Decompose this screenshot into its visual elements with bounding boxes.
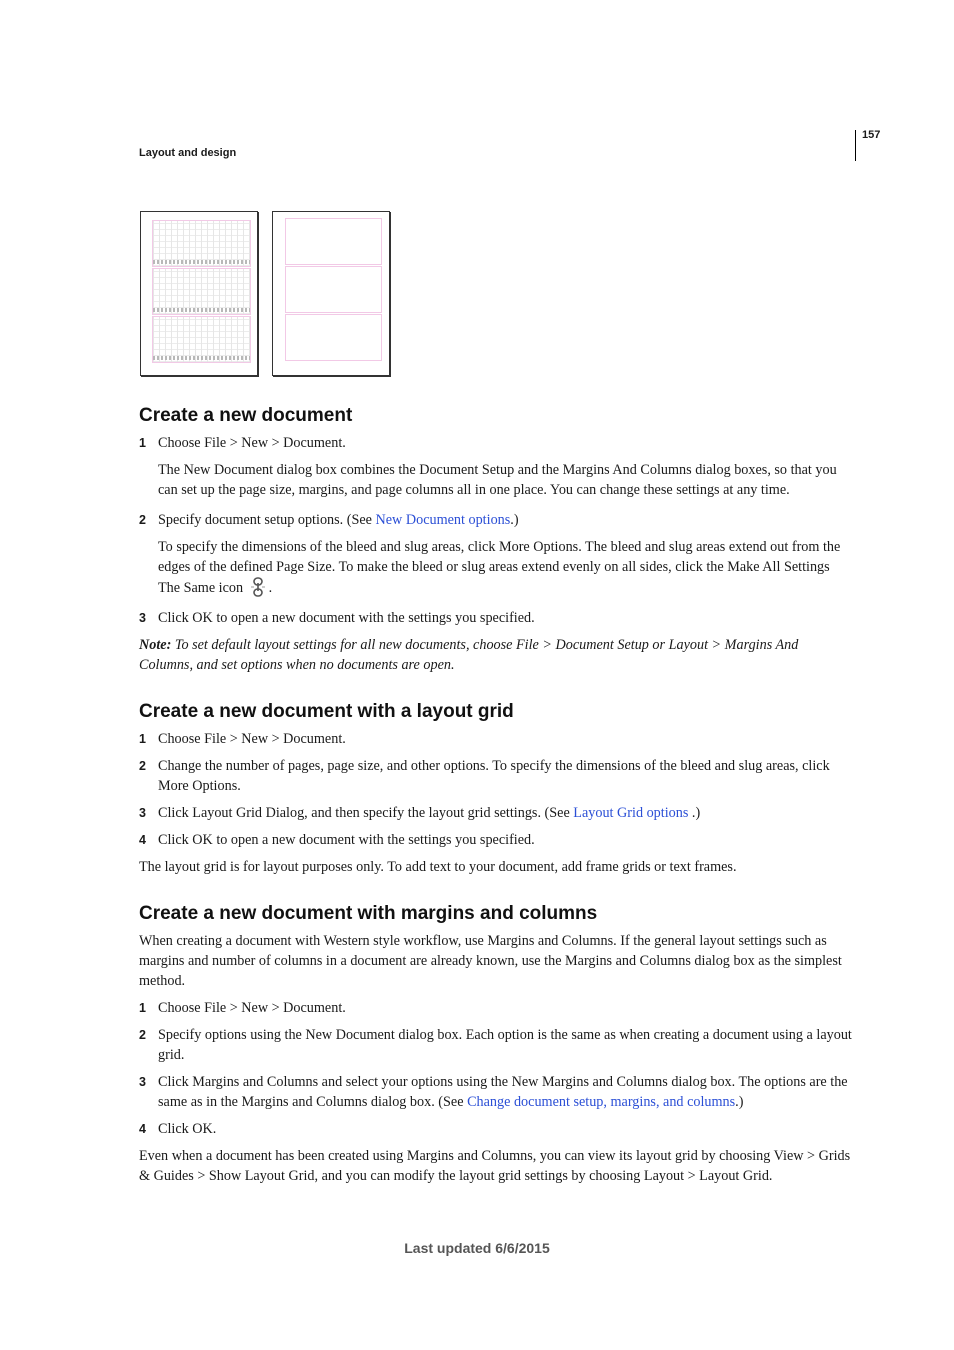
step-number: 1 bbox=[139, 436, 146, 450]
layout-grid-band bbox=[152, 316, 251, 363]
step-detail-text: . bbox=[268, 580, 273, 596]
step-detail bbox=[139, 537, 854, 598]
layout-grid-band bbox=[152, 268, 251, 315]
link-layout-grid-options[interactable]: Layout Grid options bbox=[573, 805, 692, 821]
link-change-document-setup[interactable]: Change document setup, margins, and columns bbox=[467, 1094, 736, 1110]
heading-margins-columns: Create a new document with margins and columns bbox=[139, 903, 598, 924]
step-number: 3 bbox=[139, 1075, 146, 1089]
footer-last-updated: Last updated 6/6/2015 bbox=[404, 1240, 550, 1256]
step-text: Change the number of pages, page size, and other options. To specify the dimensions of the bleed and slug areas, click More Options. bbox=[158, 758, 830, 794]
step-number: 1 bbox=[139, 1001, 146, 1015]
heading-create-new-document: Create a new document bbox=[139, 405, 353, 426]
note bbox=[139, 635, 854, 675]
step-text: Choose File > New > Document. bbox=[158, 435, 346, 451]
step-item bbox=[139, 756, 854, 796]
step-item bbox=[139, 830, 854, 850]
step-number: 4 bbox=[139, 833, 146, 847]
step-text: Click OK. bbox=[158, 1121, 217, 1137]
step-number: 2 bbox=[139, 759, 146, 773]
step-item bbox=[139, 803, 854, 823]
step-text: Specify options using the New Document dialog box. Each option is the same as when creating a document using a layout grid. bbox=[158, 1027, 852, 1063]
step-item bbox=[139, 1072, 854, 1112]
step-item bbox=[139, 510, 854, 530]
step-item bbox=[139, 998, 854, 1018]
step-number: 3 bbox=[139, 611, 146, 625]
note-label: Note: bbox=[139, 637, 172, 653]
step-number: 4 bbox=[139, 1122, 146, 1136]
step-number: 1 bbox=[139, 732, 146, 746]
note-text: To set default layout settings for all new documents, choose File > Document Setup or Layout > Margins And Columns, and set options when no documents are open. bbox=[139, 637, 799, 673]
page-number: 157 bbox=[862, 129, 881, 141]
step-text: Click Layout Grid Dialog, and then specify the layout grid settings. (See bbox=[158, 805, 574, 821]
step-number: 3 bbox=[139, 806, 146, 820]
heading-layout-grid: Create a new document with a layout grid bbox=[139, 701, 514, 722]
paragraph: Even when a document has been created using Margins and Columns, you can view its layout grid by choosing View > Grids & Guides > Show Layout Grid, and you can modify the layout grid settings by choosing Layout > Layout Grid. bbox=[139, 1148, 851, 1184]
column-guide-frame bbox=[285, 218, 382, 265]
margins-columns-page-thumbnail bbox=[272, 211, 390, 376]
section-header: Layout and design bbox=[139, 147, 237, 159]
step-item bbox=[139, 433, 854, 453]
paragraph: The layout grid is for layout purposes only. To add text to your document, add frame grids or text frames. bbox=[139, 859, 737, 875]
step-text: .) bbox=[691, 805, 701, 821]
chain-link-icon bbox=[249, 577, 267, 597]
step-number: 2 bbox=[139, 1028, 146, 1042]
paragraph: When creating a document with Western style workflow, use Margins and Columns. If the general layout settings such as margins and number of columns in a document are already known, use the Margins and Columns dialog box as the simplest method. bbox=[139, 933, 842, 989]
link-new-document-options[interactable]: New Document options bbox=[375, 512, 511, 528]
header-divider bbox=[855, 130, 856, 161]
column-guide-frame bbox=[285, 314, 382, 361]
main-content bbox=[139, 403, 854, 1193]
step-text: .) bbox=[510, 512, 519, 528]
step-text: .) bbox=[735, 1094, 744, 1110]
layout-grid-page-thumbnail bbox=[140, 211, 258, 376]
step-item bbox=[139, 608, 854, 628]
step-item bbox=[139, 729, 854, 749]
step-detail: The New Document dialog box combines the Document Setup and the Margins And Columns dialog boxes, so that you can set up the page size, margins, and page columns all in one place. You can change these settings at any time. bbox=[158, 462, 837, 498]
step-text: Specify document setup options. (See bbox=[158, 512, 376, 528]
step-item bbox=[139, 1119, 854, 1139]
layout-grid-band bbox=[152, 220, 251, 267]
step-text: Click OK to open a new document with the settings you specified. bbox=[158, 832, 535, 848]
step-text: Choose File > New > Document. bbox=[158, 1000, 346, 1016]
column-guide-frame bbox=[285, 266, 382, 313]
step-text: Click OK to open a new document with the settings you specified. bbox=[158, 610, 535, 626]
step-text: Click Margins and Columns and select your options using the New Margins and Columns dialog box. The options are the same as in the Margins and Columns dialog box. (See bbox=[158, 1074, 848, 1110]
step-text: Choose File > New > Document. bbox=[158, 731, 346, 747]
step-item bbox=[139, 1025, 854, 1065]
step-number: 2 bbox=[139, 513, 146, 527]
step-detail-text: To specify the dimensions of the bleed and slug areas, click More Options. The bleed and slug areas extend out from the edges of the defined Page Size. To make the bleed or slug areas extend evenly on all sides, click the Make All Settings The Same icon bbox=[158, 539, 841, 596]
